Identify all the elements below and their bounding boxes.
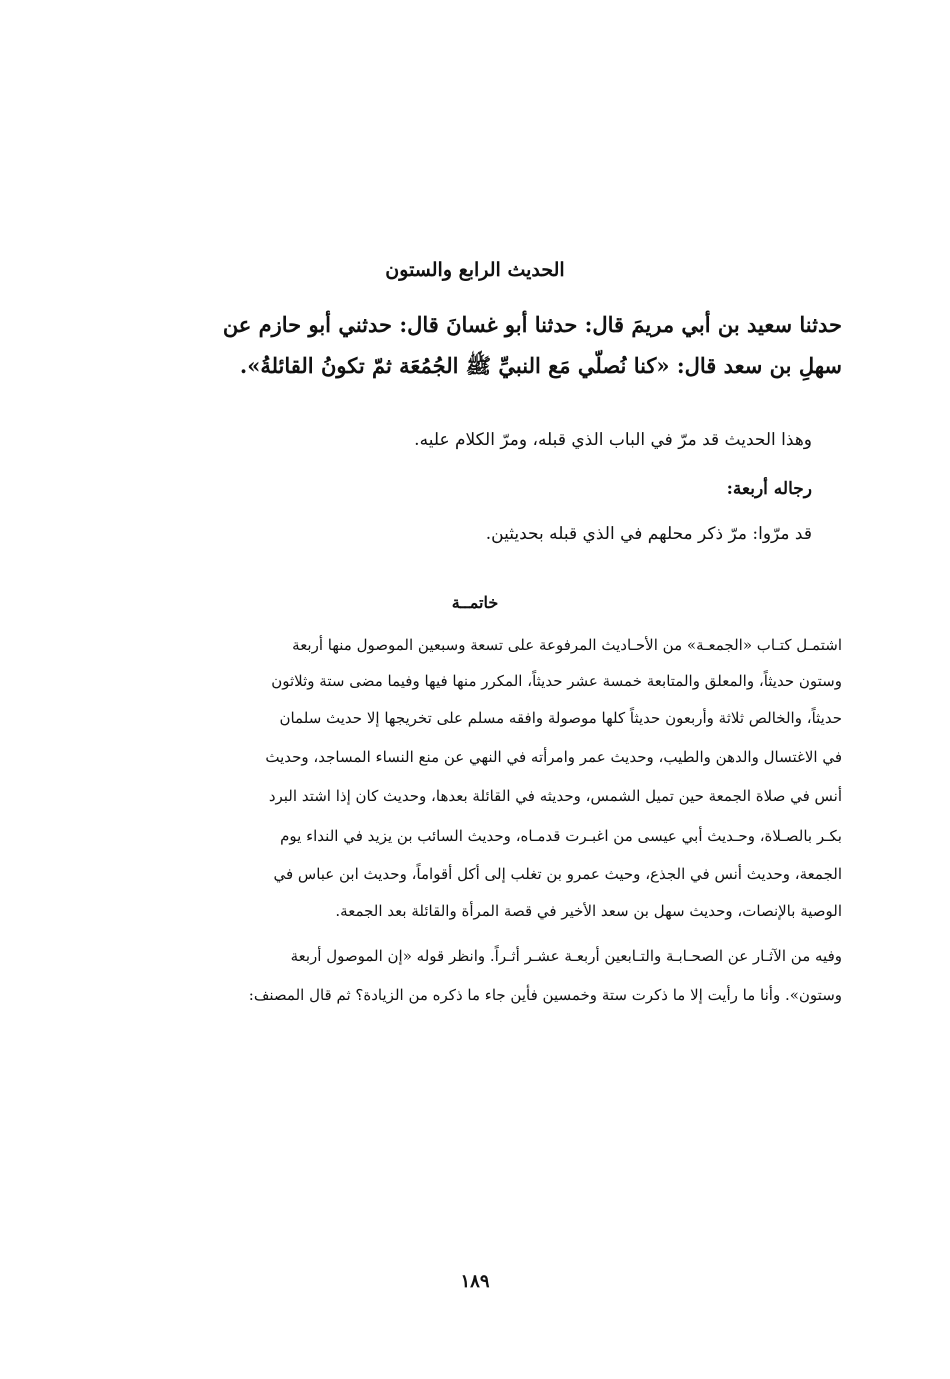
commentary-line: وهذا الحديث قد مرّ في الباب الذي قبله، ومرّ الكلام عليه.	[414, 430, 812, 450]
body-line: في الاغتسال والدهن والطيب، وحديث عمر وامرأته في النهي عن منع النساء المساجد، وحديث	[265, 748, 842, 766]
rijal-heading: رجاله أربعة:	[726, 479, 812, 499]
body-line: وفيه من الآثـار عن الصحـابـة والتـابعين أربعـة عشـر أثـراً. وانظر قوله «إن الموصول أربعة	[290, 947, 842, 965]
body-line: وستون حديثاً، والمعلق والمتابعة خمسة عشر حديثاً، المكرر منها فيها وفيما مضى ستة وثلاثون	[271, 672, 842, 690]
khatima-title: خاتمــة	[451, 593, 499, 612]
hadith-line: سهلِ بن سعد قال: «كنا نُصلّي مَع النبيِّ ﷺ الجُمُعَة ثمّ تكونُ القائلةُ».	[239, 353, 842, 378]
body-line: الجمعة، وحديث أنس في الجذع، وحيث عمرو بن تغلب إلى أكل أقواماً، وحديث ابن عباس في	[273, 865, 842, 883]
body-line: وستون». وأنا ما رأيت إلا ما ذكرت ستة وخمسين فأين جاء ما ذكره من الزيادة؟ ثم قال المصنف:	[248, 986, 842, 1004]
page-number: ١٨٩	[460, 1271, 490, 1292]
hadith-heading: الحديث الرابع والستون	[385, 259, 565, 281]
body-line: حديثاً، والخالص ثلاثة وأربعون حديثاً كلها موصولة وافقه مسلم على تخريجها إلا حديث سلمان	[279, 709, 842, 727]
body-line: الوصية بالإنصات، وحديث سهل بن سعد الأخير في قصة المرأة والقائلة بعد الجمعة.	[335, 902, 842, 920]
hadith-line: حدثنا سعيد بن أبي مريمَ قال: حدثنا أبو غسانَ قال: حدثني أبو حازم عن	[222, 312, 842, 337]
body-line: بكـر بالصـلاة، وحـديث أبي عيسى من اغبـرت قدمـاه، وحديث السائب بن يزيد في النداء يوم	[280, 827, 842, 845]
body-line: أنس في صلاة الجمعة حين تميل الشمس، وحديثه في القائلة بعدها، وحديث كان إذا اشتد البرد	[268, 787, 842, 805]
commentary-line: قد مرّوا: مرّ ذكر محلهم في الذي قبله بحديثين.	[485, 524, 812, 544]
body-line: اشتمـل كتـاب «الجمعـة» من الأحـاديث المرفوعة على تسعة وسبعين الموصول منها أربعة	[292, 636, 842, 654]
